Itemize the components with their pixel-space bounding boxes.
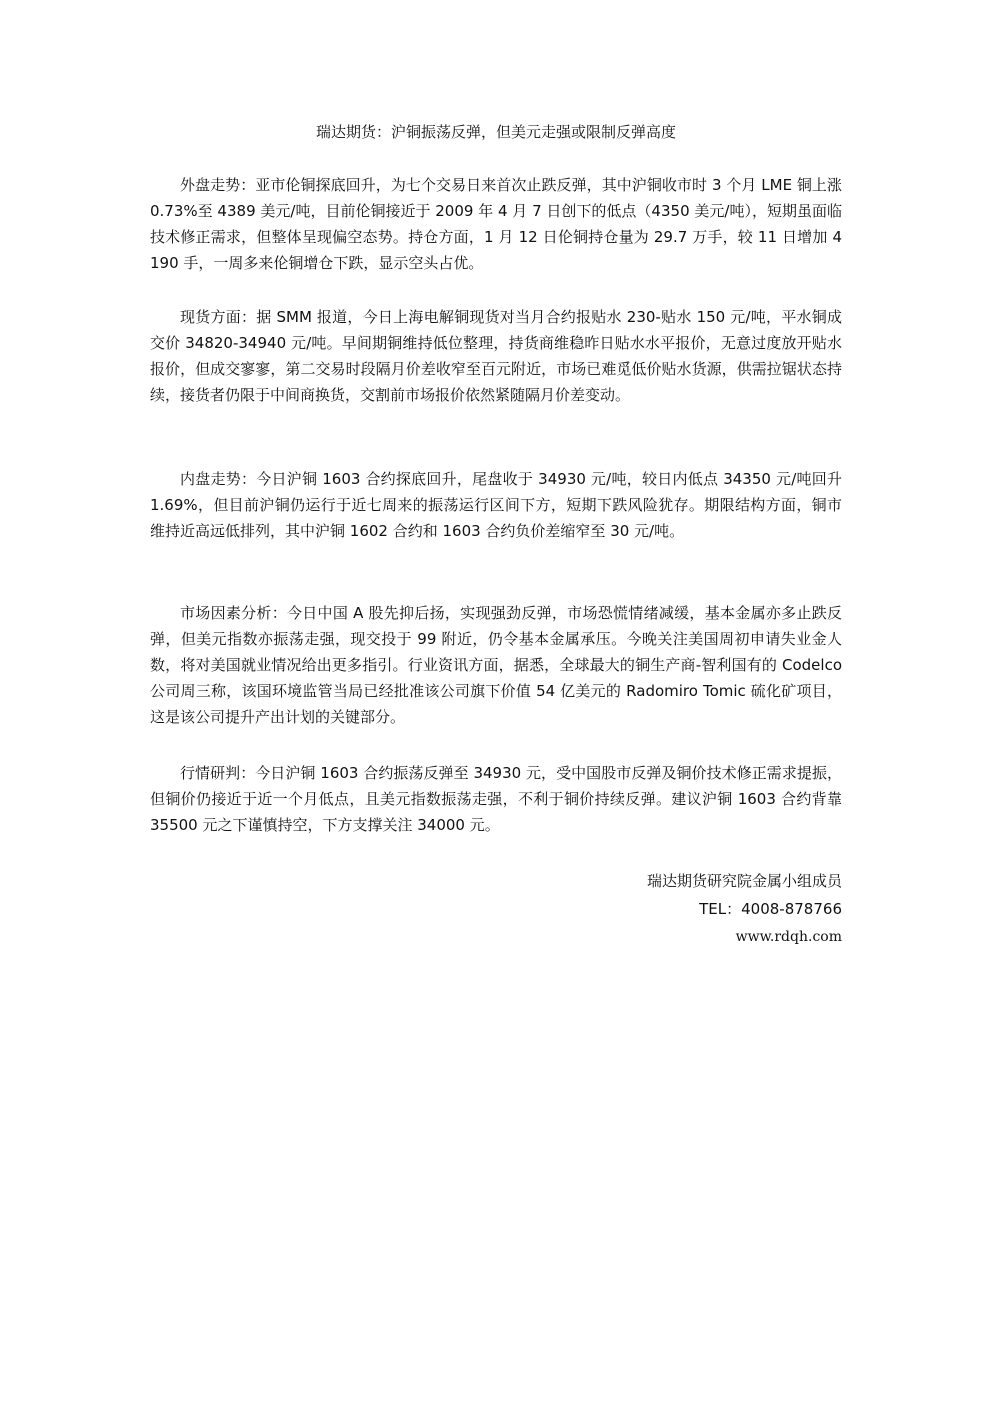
signature-team: 瑞达期货研究院金属小组成员	[646, 872, 842, 890]
paragraph-outlook: 行情研判：今日沪铜 1603 合约振荡反弹至 34930 元，受中国股市反弹及铜价技术修正需求提振，但铜价仍接近于近一个月低点，且美元指数振荡走强，不利于铜价持续反弹。建议沪铜 1603 合约背靠 35500 元之下谨慎持空，下方支撑关注 34000 元。	[150, 764, 842, 834]
signature-website: www.rdqh.com	[735, 929, 842, 945]
signature-phone: TEL：4008-878766	[699, 900, 842, 918]
paragraph-domestic-market: 内盘走势：今日沪铜 1603 合约探底回升，尾盘收于 34930 元/吨，较日内低点 34350 元/吨回升 1.69%，但目前沪铜仍运行于近七周来的振荡运行区间下方，短期下跌风险犹存。期限结构方面，铜市维持近高远低排列，其中沪铜 1602 合约和 1603 合约负价差缩窄至 30 元/吨。	[150, 470, 842, 540]
paragraph-overseas-market: 外盘走势：亚市伦铜探底回升，为七个交易日来首次止跌反弹，其中沪铜收市时 3 个月 LME 铜上涨 0.73%至 4389 美元/吨，目前伦铜接近于 2009 年 4 月 7 日创下的低点（4350 美元/吨），短期虽面临技术修正需求，但整体呈现偏空态势。持仓方面，1 月 12 日伦铜持仓量为 29.7 万手，较 11 日增加 4190 手，一周多来伦铜增仓下跌，显示空头占优。	[150, 176, 842, 272]
paragraph-market-factors: 市场因素分析：今日中国 A 股先抑后扬，实现强劲反弹，市场恐慌情绪减缓，基本金属亦多止跌反弹，但美元指数亦振荡走强，现交投于 99 附近，仍令基本金属承压。今晚关注美国周初申请失业金人数，将对美国就业情况给出更多指引。行业资讯方面，据悉，全球最大的铜生产商-智利国有的 Codelco 公司周三称，该国环境监管当局已经批准该公司旗下价值 54 亿美元的 Radomiro Tomic 硫化矿项目，这是该公司提升产出计划的关键部分。	[150, 604, 842, 726]
paragraph-spot-market: 现货方面：据 SMM 报道，今日上海电解铜现货对当月合约报贴水 230-贴水 150 元/吨，平水铜成交价 34820-34940 元/吨。早间期铜维持低位整理，持货商维稳昨日贴水水平报价，无意过度放开贴水报价，但成交寥寥，第二交易时段隔月价差收窄至百元附近，市场已难觅低价贴水货源，供需拉锯状态持续，接货者仍限于中间商换货，交割前市场报价依然紧随隔月价差变动。	[150, 308, 842, 404]
document-title: 瑞达期货：沪铜振荡反弹，但美元走强或限制反弹高度	[315, 123, 676, 141]
